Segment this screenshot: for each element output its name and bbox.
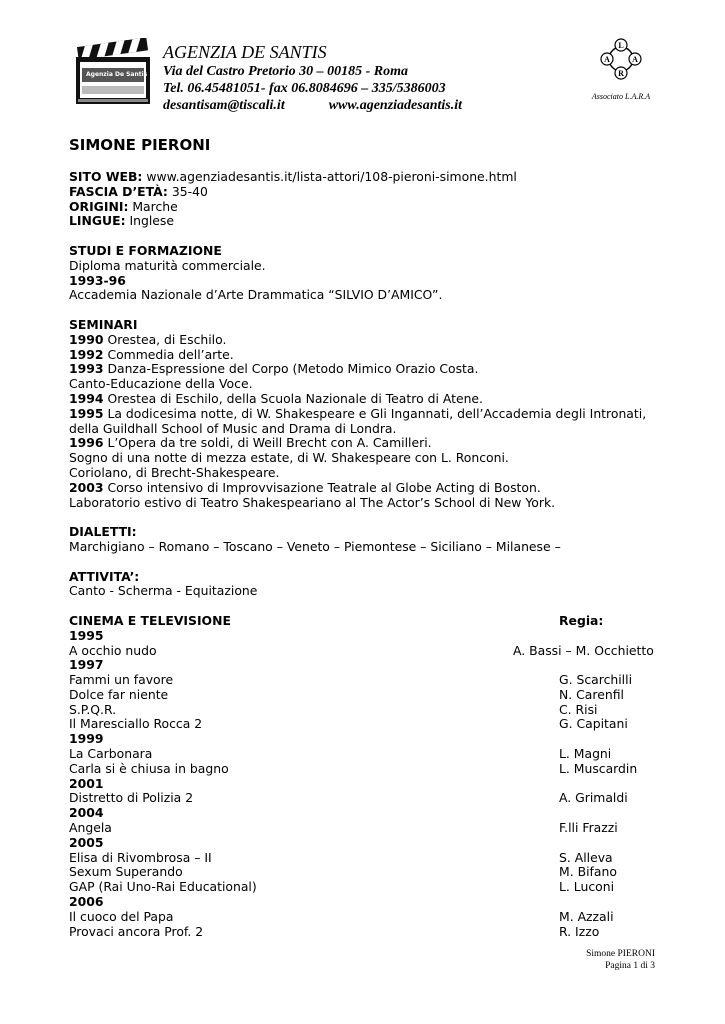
cinema-title: Provaci ancora Prof. 2 (69, 923, 204, 939)
cinema-entry (69, 821, 669, 836)
seminari-text: Commedia dell’arte. (103, 346, 234, 362)
seminari-text: L’Opera da tre soldi, di Weill Brecht con A. Camilleri. (103, 435, 432, 451)
lara-letter-a2: A (604, 55, 610, 64)
seminari-text: Coriolano, di Brecht-Shakespeare. (69, 464, 280, 480)
cinema-title: Elisa di Rivombrosa – II (69, 849, 212, 865)
cinema-regia: G. Capitani (559, 716, 628, 732)
seminari-text: Laboratorio estivo di Teatro Shakespeariano al The Actor’s School di New York. (69, 494, 556, 510)
info-value: Marche (132, 198, 178, 214)
seminari-text: Sogno di una notte di mezza estate, di W. Shakespeare con L. Ronconi. (69, 450, 509, 466)
cinema-regia: L. Magni (559, 746, 612, 762)
section-heading-studi: STUDI E FORMAZIONE (69, 242, 222, 258)
cinema-regia: R. Izzo (559, 923, 600, 939)
cinema-title: Carla si è chiusa in bagno (69, 760, 229, 776)
cinema-title: Il Maresciallo Rocca 2 (69, 716, 203, 732)
dialetti-text: Marchigiano – Romano – Toscano – Veneto – Piemontese – Siciliano – Milanese – (69, 538, 561, 554)
seminari-year: 1996 (69, 435, 104, 451)
cinema-regia: G. Scarchilli (559, 672, 633, 688)
agency-name: AGENZIA DE SANTIS (163, 42, 327, 62)
info-origins (69, 200, 669, 215)
cinema-title: S.P.Q.R. (69, 701, 117, 717)
cinema-entry (69, 925, 669, 940)
agency-logo (74, 38, 152, 106)
page-footer (560, 948, 655, 972)
seminari-text: Canto-Educazione della Voce. (69, 376, 253, 392)
info-value: Inglese (129, 213, 175, 229)
cinema-year: 2001 (69, 775, 104, 791)
seminari-line (69, 407, 669, 422)
seminari-line (69, 333, 669, 348)
cinema-entry (69, 703, 669, 718)
cinema-entry (69, 673, 669, 688)
cinema-title: Sexum Superando (69, 864, 183, 880)
cinema-entry (69, 910, 669, 925)
info-website (69, 170, 669, 185)
agency-email[interactable]: desantisam@tiscali.it (163, 98, 285, 113)
lara-letter-a1: A (632, 55, 638, 64)
section-heading-cinema: CINEMA E TELEVISIONE (69, 612, 231, 628)
footer-page-number: Pagina 1 di 3 (605, 961, 655, 971)
seminari-line (69, 348, 669, 363)
cinema-regia: F.lli Frazzi (559, 820, 618, 836)
logo-text: Agenzia De Santis (86, 71, 148, 78)
cinema-year: 2006 (69, 894, 104, 910)
cinema-title: La Carbonara (69, 746, 153, 762)
info-website-link[interactable]: www.agenziadesantis.it/lista-attori/108-pieroni-simone.html (146, 169, 517, 184)
lara-letter-l: L (618, 41, 624, 50)
lara-badge (585, 38, 657, 101)
cinema-regia: M. Bifano (559, 864, 617, 880)
info-label: LINGUE: (69, 213, 126, 229)
cinema-title: GAP (Rai Uno-Rai Educational) (69, 879, 257, 895)
info-label: SITO WEB: (69, 169, 143, 184)
seminari-text: Danza-Espressione del Corpo (Metodo Mimico Orazio Costa. (103, 361, 479, 377)
agency-address: Via del Castro Pretorio 30 – 00185 - Roma (163, 64, 409, 79)
regia-heading: Regia: (559, 612, 604, 628)
lara-emblem-icon (600, 38, 642, 80)
seminari-line (69, 436, 669, 451)
section-heading-dialetti: DIALETTI: (69, 524, 137, 540)
cinema-regia: S. Alleva (559, 849, 613, 865)
lara-associated-label: Associato L.A.R.A (591, 92, 651, 101)
cinema-entry (69, 880, 669, 895)
studi-year: 1993-96 (69, 272, 126, 288)
cinema-year: 2005 (69, 834, 104, 850)
studi-line: Accademia Nazionale d’Arte Drammatica “SILVIO D’AMICO”. (69, 287, 443, 303)
section-heading-seminari: SEMINARI (69, 316, 138, 332)
cinema-regia: L. Luconi (559, 879, 615, 895)
cinema-title: Distretto di Polizia 2 (69, 790, 194, 806)
cinema-year: 1995 (69, 627, 104, 643)
info-label: FASCIA D’ETÀ: (69, 183, 168, 199)
seminari-line (69, 466, 669, 481)
cinema-title: Fammi un favore (69, 672, 174, 688)
cinema-entry (69, 717, 669, 732)
cinema-title: A occhio nudo (69, 642, 157, 658)
cinema-year: 2004 (69, 805, 104, 821)
seminari-text: Corso intensivo di Improvvisazione Teatrale al Globe Acting di Boston. (103, 479, 541, 495)
seminari-line (69, 481, 669, 496)
seminari-line (69, 422, 669, 437)
seminari-text: Orestea, di Eschilo. (103, 331, 227, 347)
cinema-year: 1999 (69, 731, 104, 747)
seminari-line (69, 377, 669, 392)
lara-letter-r: R (618, 69, 624, 78)
cv-content (69, 136, 669, 939)
cinema-entry (69, 791, 669, 806)
seminari-text: Orestea di Eschilo, della Scuola Nazionale di Teatro di Atene. (103, 390, 483, 406)
footer-name: Simone PIERONI (586, 949, 655, 959)
info-value: 35-40 (171, 183, 208, 199)
seminari-year: 2003 (69, 479, 104, 495)
info-age-range (69, 185, 669, 200)
cinema-entry (69, 688, 669, 703)
seminari-list (69, 333, 669, 511)
cinema-regia: A. Bassi – M. Occhietto (513, 642, 654, 658)
info-label: ORIGINI: (69, 198, 129, 214)
actor-name: SIMONE PIERONI (69, 136, 211, 154)
cinema-regia: A. Grimaldi (559, 790, 628, 806)
cinema-title: Angela (69, 820, 112, 836)
seminari-text: della Guildhall School of Music and Drama di Londra. (69, 420, 397, 436)
agency-phones: Tel. 06.45481051- fax 06.8084696 – 335/5386003 (163, 81, 446, 96)
seminari-year: 1995 (69, 405, 104, 421)
seminari-year: 1990 (69, 331, 104, 347)
seminari-line (69, 496, 669, 511)
cinema-entry (69, 851, 669, 866)
cinema-list (69, 629, 669, 940)
info-languages (69, 214, 669, 229)
cinema-year: 1997 (69, 657, 104, 673)
cinema-entry (69, 644, 669, 659)
seminari-text: La dodicesima notte, di W. Shakespeare e Gli Ingannati, dell’Accademia degli Intronati, (103, 405, 647, 421)
cinema-regia: M. Azzali (559, 908, 614, 924)
cinema-regia: L. Muscardin (559, 760, 638, 776)
section-heading-attivita: ATTIVITA’: (69, 568, 140, 584)
seminari-year: 1993 (69, 361, 104, 377)
agency-website[interactable]: www.agenziadesantis.it (328, 98, 463, 113)
cinema-entry (69, 762, 669, 777)
seminari-line (69, 392, 669, 407)
cinema-regia: C. Risi (559, 701, 598, 717)
attivita-text: Canto - Scherma - Equitazione (69, 583, 258, 599)
cinema-title: Dolce far niente (69, 686, 169, 702)
seminari-line (69, 451, 669, 466)
cinema-entry (69, 747, 669, 762)
cinema-title: Il cuoco del Papa (69, 908, 174, 924)
cinema-header-row (69, 614, 669, 629)
seminari-year: 1994 (69, 390, 104, 406)
agency-header (163, 41, 462, 114)
cinema-regia: N. Carenfil (559, 686, 624, 702)
seminari-line (69, 362, 669, 377)
cinema-entry (69, 865, 669, 880)
seminari-year: 1992 (69, 346, 104, 362)
studi-line: Diploma maturità commerciale. (69, 257, 266, 273)
